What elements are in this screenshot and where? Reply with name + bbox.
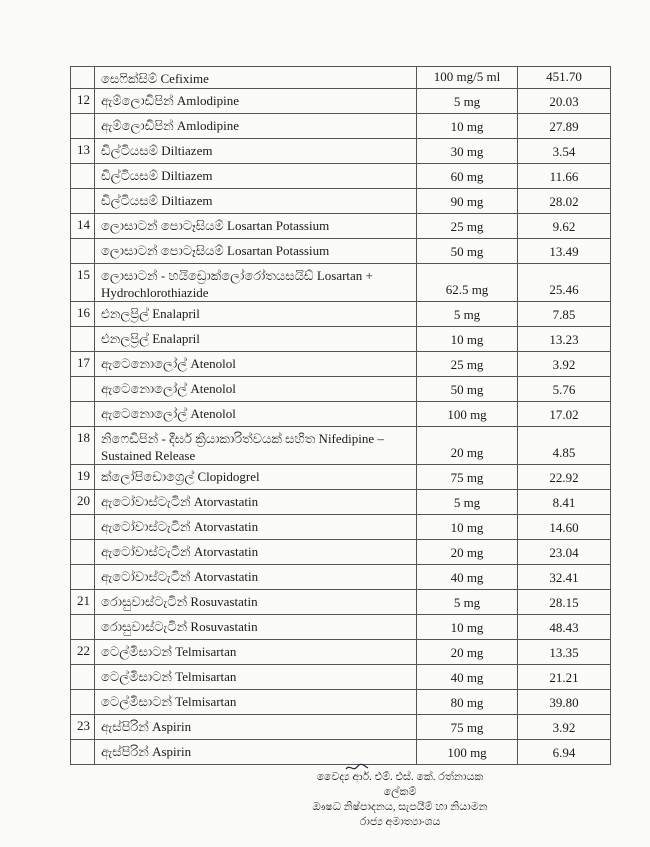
- table-row: [71, 89, 611, 114]
- row-number: [71, 615, 95, 640]
- price: 23.04: [518, 540, 611, 565]
- table-row: [71, 615, 611, 640]
- dosage: 5 mg: [417, 590, 518, 615]
- row-number: [71, 565, 95, 590]
- dosage: 100 mg/5 ml: [417, 67, 518, 89]
- drug-name: ඇටෙනොලෝල් Atenolol: [95, 402, 417, 427]
- table-row: [71, 690, 611, 715]
- drug-name: ලොසාටන් පොටෑසියම් Losartan Potassium: [95, 214, 417, 239]
- dosage: 10 mg: [417, 615, 518, 640]
- table-row: [71, 189, 611, 214]
- row-number: 23: [71, 715, 95, 740]
- row-number: 15: [71, 264, 95, 302]
- price: 28.15: [518, 590, 611, 615]
- row-number: 12: [71, 89, 95, 114]
- table-row: [71, 67, 611, 89]
- dosage: 20 mg: [417, 427, 518, 465]
- row-number: [71, 740, 95, 765]
- table-row: [71, 377, 611, 402]
- dosage: 90 mg: [417, 189, 518, 214]
- table-row: [71, 740, 611, 765]
- drug-name: ටෙල්මිසාටන් Telmisartan: [95, 690, 417, 715]
- dosage: 10 mg: [417, 515, 518, 540]
- dosage: 10 mg: [417, 327, 518, 352]
- table-row: [71, 590, 611, 615]
- dosage: 25 mg: [417, 352, 518, 377]
- row-number: 20: [71, 490, 95, 515]
- drug-price-table: [70, 66, 610, 765]
- drug-name: ටෙල්මිසාටන් Telmisartan: [95, 665, 417, 690]
- price: 4.85: [518, 427, 611, 465]
- drug-name: ඇටෝවාස්ටැටින් Atorvastatin: [95, 565, 417, 590]
- price: 17.02: [518, 402, 611, 427]
- table-row: [71, 264, 611, 302]
- dosage: 5 mg: [417, 490, 518, 515]
- drug-name: ඇම්ලොඩිපින් Amlodipine: [95, 89, 417, 114]
- price: 9.62: [518, 214, 611, 239]
- price: 13.49: [518, 239, 611, 264]
- row-number: 16: [71, 302, 95, 327]
- drug-name: ඇටෝවාස්ටැටින් Atorvastatin: [95, 540, 417, 565]
- price: 48.43: [518, 615, 611, 640]
- table-row: [71, 640, 611, 665]
- dosage: 10 mg: [417, 114, 518, 139]
- price: 22.92: [518, 465, 611, 490]
- row-number: [71, 67, 95, 89]
- table-row: [71, 114, 611, 139]
- row-number: [71, 690, 95, 715]
- price: 5.76: [518, 377, 611, 402]
- dosage: 20 mg: [417, 540, 518, 565]
- drug-name: ඇටෙනොලෝල් Atenolol: [95, 352, 417, 377]
- dosage: 5 mg: [417, 302, 518, 327]
- ministry-line-1: ඖෂධ නිෂ්පාදනය, සැපයීම් හා නියාමන: [312, 801, 488, 813]
- drug-name: ඇස්පිරින් Aspirin: [95, 740, 417, 765]
- row-number: [71, 327, 95, 352]
- drug-name: රොසුවාස්ටැටින් Rosuvastatin: [95, 590, 417, 615]
- dosage: 40 mg: [417, 665, 518, 690]
- dosage: 50 mg: [417, 377, 518, 402]
- price: 21.21: [518, 665, 611, 690]
- drug-name: එනලප්‍රිල් Enalapril: [95, 302, 417, 327]
- table-row: [71, 139, 611, 164]
- drug-name: ඇම්ලොඩිපින් Amlodipine: [95, 114, 417, 139]
- drug-name: ලොසාටන් පොටෑසියම් Losartan Potassium: [95, 239, 417, 264]
- dosage: 75 mg: [417, 715, 518, 740]
- price: 6.94: [518, 740, 611, 765]
- signature-block: [0, 770, 650, 830]
- dosage: 30 mg: [417, 139, 518, 164]
- table-row: [71, 540, 611, 565]
- row-number: [71, 239, 95, 264]
- row-number: [71, 377, 95, 402]
- dosage: 60 mg: [417, 164, 518, 189]
- table-row: [71, 715, 611, 740]
- drug-name: ඇටෙනොලෝල් Atenolol: [95, 377, 417, 402]
- price: 11.66: [518, 164, 611, 189]
- signatory-title: ලේකම්: [383, 786, 417, 798]
- dosage: 25 mg: [417, 214, 518, 239]
- table-row: [71, 239, 611, 264]
- table-row: [71, 327, 611, 352]
- row-number: [71, 665, 95, 690]
- dosage: 50 mg: [417, 239, 518, 264]
- dosage: 100 mg: [417, 402, 518, 427]
- price: 25.46: [518, 264, 611, 302]
- price: 39.80: [518, 690, 611, 715]
- table-row: [71, 565, 611, 590]
- table-row: [71, 402, 611, 427]
- drug-name: රොසුවාස්ටැටින් Rosuvastatin: [95, 615, 417, 640]
- price: 451.70: [518, 67, 611, 89]
- drug-name: ලොසාටන් - හයිඩ්‍රොක්ලෝරෝතයසයිඩ් Losartan + Hydrochlorothiazide: [95, 264, 417, 302]
- row-number: 21: [71, 590, 95, 615]
- table-row: [71, 164, 611, 189]
- drug-name: ටෙල්මිසාටන් Telmisartan: [95, 640, 417, 665]
- row-number: [71, 164, 95, 189]
- ministry-line-2: රාජ්‍ය අමාත්‍යාංශය: [359, 816, 441, 828]
- dosage: 40 mg: [417, 565, 518, 590]
- price: 13.23: [518, 327, 611, 352]
- price: 20.03: [518, 89, 611, 114]
- row-number: 17: [71, 352, 95, 377]
- price: 27.89: [518, 114, 611, 139]
- drug-name: ඩිල්ටියසම් Diltiazem: [95, 139, 417, 164]
- price: 3.92: [518, 352, 611, 377]
- table-row: [71, 352, 611, 377]
- drug-name: ඇස්පිරින් Aspirin: [95, 715, 417, 740]
- drug-name: ඩිල්ටියසම් Diltiazem: [95, 164, 417, 189]
- price: 3.54: [518, 139, 611, 164]
- table-row: [71, 515, 611, 540]
- table-row: [71, 427, 611, 465]
- dosage: 5 mg: [417, 89, 518, 114]
- row-number: 19: [71, 465, 95, 490]
- table-row: [71, 302, 611, 327]
- row-number: 22: [71, 640, 95, 665]
- row-number: [71, 402, 95, 427]
- drug-name: ඇටෝවාස්ටැටින් Atorvastatin: [95, 490, 417, 515]
- row-number: [71, 189, 95, 214]
- drug-name: ඩිල්ටියසම් Diltiazem: [95, 189, 417, 214]
- price: 32.41: [518, 565, 611, 590]
- row-number: 13: [71, 139, 95, 164]
- row-number: 18: [71, 427, 95, 465]
- price: 8.41: [518, 490, 611, 515]
- drug-name: ඇටෝවාස්ටැටින් Atorvastatin: [95, 515, 417, 540]
- table-row: [71, 465, 611, 490]
- row-number: [71, 540, 95, 565]
- row-number: 14: [71, 214, 95, 239]
- price: 3.92: [518, 715, 611, 740]
- drug-name: නිෆෙඩිපින් - දීර්ඝ ක්‍රියාකාරිත්වයක් සහිත Nifedipine – Sustained Release: [95, 427, 417, 465]
- table-row: [71, 490, 611, 515]
- table-row: [71, 665, 611, 690]
- dosage: 75 mg: [417, 465, 518, 490]
- price: 13.35: [518, 640, 611, 665]
- dosage: 62.5 mg: [417, 264, 518, 302]
- signatory-name: වෛද්‍ය ආර්. එම්. එස්. කේ. රත්නායක: [316, 771, 484, 783]
- dosage: 100 mg: [417, 740, 518, 765]
- price: 14.60: [518, 515, 611, 540]
- drug-name: එනලප්‍රිල් Enalapril: [95, 327, 417, 352]
- drug-name: ක්ලෝපිඩොග්‍රෙල් Clopidogrel: [95, 465, 417, 490]
- dosage: 80 mg: [417, 690, 518, 715]
- table-row: [71, 214, 611, 239]
- dosage: 20 mg: [417, 640, 518, 665]
- drug-name: සෙෆික්සිම් Cefixime: [95, 67, 417, 89]
- price: 28.02: [518, 189, 611, 214]
- row-number: [71, 114, 95, 139]
- price: 7.85: [518, 302, 611, 327]
- row-number: [71, 515, 95, 540]
